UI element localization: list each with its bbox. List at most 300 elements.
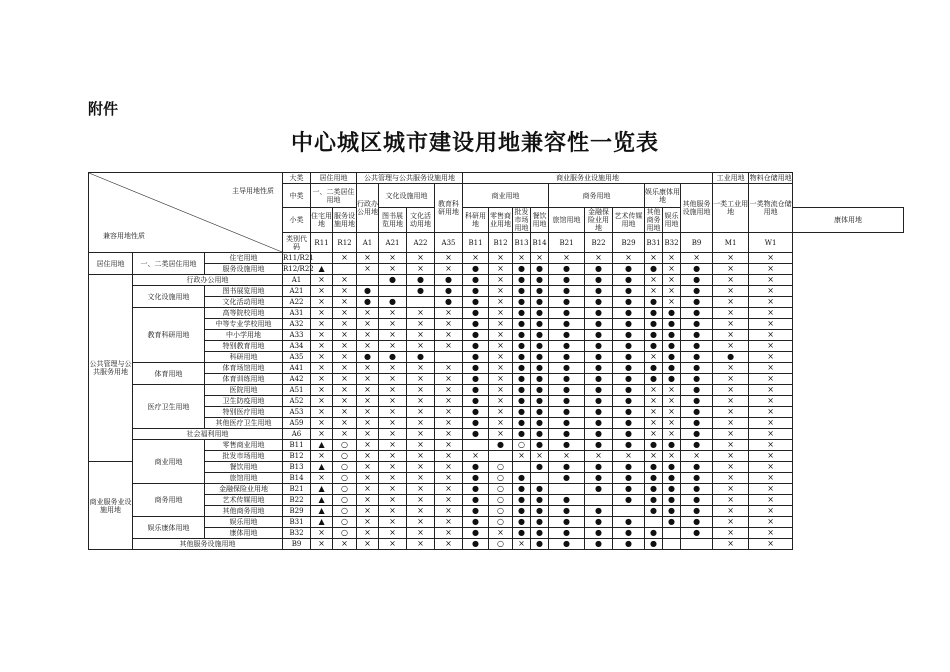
compat-cell: ● [681, 297, 713, 308]
compat-cell: ● [645, 374, 663, 385]
compat-cell: × [681, 451, 713, 462]
compat-cell: ● [585, 297, 613, 308]
page-title: 中心城区城市建设用地兼容性一览表 [290, 130, 659, 156]
compat-cell: ● [531, 297, 549, 308]
row-code: B13 [283, 462, 311, 473]
compat-cell: × [713, 264, 749, 275]
compat-cell: ▲ [311, 517, 333, 528]
compat-cell: ● [613, 374, 645, 385]
compat-cell: × [713, 473, 749, 484]
compat-cell: ● [681, 429, 713, 440]
compat-cell: × [435, 462, 463, 473]
col-code-header: B9 [681, 233, 713, 253]
compat-cell: × [713, 462, 749, 473]
compat-cell: ● [463, 528, 489, 539]
compat-cell: ● [513, 363, 531, 374]
compat-cell: ● [613, 484, 645, 495]
compat-cell: ● [585, 440, 613, 451]
compat-cell: × [435, 473, 463, 484]
table-row [89, 308, 904, 319]
compat-cell: × [713, 275, 749, 286]
compat-cell: × [489, 319, 513, 330]
table-row [89, 462, 904, 473]
compat-cell: ▲ [311, 506, 333, 517]
col-major-header: 公共管理与公共服务设施用地 [357, 173, 463, 184]
table-row [89, 385, 904, 396]
col-middle-header: 商务用地 [549, 184, 645, 208]
col-code-header: B31 [645, 233, 663, 253]
compat-cell: × [489, 341, 513, 352]
compat-cell [379, 286, 407, 297]
col-major-header: 工业用地 [713, 173, 749, 184]
compat-cell: ● [645, 473, 663, 484]
compat-cell: ● [645, 484, 663, 495]
compat-cell: ○ [333, 473, 357, 484]
col-major-header: 商业服务业设施用地 [463, 173, 713, 184]
compat-cell: × [379, 407, 407, 418]
compat-cell: × [645, 451, 663, 462]
compat-cell: ● [513, 517, 531, 528]
compat-cell: ● [513, 330, 531, 341]
compat-cell: × [379, 308, 407, 319]
compat-cell: ● [549, 418, 585, 429]
compat-cell: × [357, 506, 379, 517]
table-row [89, 275, 904, 286]
table-row [89, 539, 904, 550]
compat-cell: ● [613, 539, 645, 550]
compat-cell: × [311, 308, 333, 319]
compat-cell: ● [613, 473, 645, 484]
compat-cell: ● [549, 286, 585, 297]
compat-cell: × [357, 363, 379, 374]
compat-cell: × [713, 517, 749, 528]
col-minor-header: 娱乐用地 [663, 208, 681, 233]
compat-cell: × [463, 253, 489, 264]
compat-cell: ● [549, 352, 585, 363]
compat-cell: × [435, 396, 463, 407]
row-minor-header: 卫生防疫用地 [205, 396, 283, 407]
col-code-header: A22 [407, 233, 435, 253]
compat-cell: × [749, 319, 793, 330]
table-row [89, 484, 904, 495]
compat-cell: × [333, 253, 357, 264]
compat-cell: ● [613, 495, 645, 506]
compat-cell: × [489, 407, 513, 418]
compat-cell: ● [463, 429, 489, 440]
table-row [89, 418, 904, 429]
compat-cell: ● [645, 264, 663, 275]
compat-cell: ● [613, 517, 645, 528]
row-major-header: 商业服务业设施用地 [89, 462, 133, 550]
compat-cell: ● [681, 506, 713, 517]
compat-cell: ● [681, 264, 713, 275]
table-row [89, 396, 904, 407]
compat-cell: × [585, 253, 613, 264]
compat-cell: ● [613, 319, 645, 330]
compat-cell: ● [585, 264, 613, 275]
compat-cell: × [407, 341, 435, 352]
compat-cell: × [357, 308, 379, 319]
col-minor-header: 科研用地 [463, 208, 489, 233]
compat-cell: ● [463, 264, 489, 275]
compat-cell: × [407, 374, 435, 385]
table-row [89, 352, 904, 363]
compat-cell: ● [663, 506, 681, 517]
compat-cell: × [357, 440, 379, 451]
compat-cell: × [379, 429, 407, 440]
compat-cell: ● [513, 275, 531, 286]
compat-cell: ● [613, 286, 645, 297]
compat-cell: ● [357, 352, 379, 363]
compat-cell: × [407, 506, 435, 517]
compat-cell: ● [379, 275, 407, 286]
compat-cell: × [333, 330, 357, 341]
row-code: A41 [283, 363, 311, 374]
compat-cell: × [379, 539, 407, 550]
compat-cell: ● [463, 341, 489, 352]
table-row [89, 429, 904, 440]
compat-cell: × [379, 495, 407, 506]
col-minor-header: 其他商务用地 [646, 208, 661, 232]
compat-cell: × [379, 341, 407, 352]
compat-cell: × [333, 352, 357, 363]
row-middle-header: 体育用地 [133, 363, 205, 385]
compat-cell [549, 484, 585, 495]
compat-cell: ● [513, 506, 531, 517]
col-code-header: R11 [311, 233, 333, 253]
col-code-header: A21 [379, 233, 407, 253]
compat-cell: × [663, 396, 681, 407]
compat-cell: ▲ [311, 495, 333, 506]
compat-cell: × [645, 396, 663, 407]
compat-cell: ○ [513, 440, 531, 451]
compat-cell: × [311, 363, 333, 374]
compat-cell: × [713, 374, 749, 385]
compat-cell: × [645, 385, 663, 396]
compat-cell: ● [613, 352, 645, 363]
row-minor-header: 科研用地 [205, 352, 283, 363]
compat-cell: ● [531, 308, 549, 319]
compat-cell: ● [663, 352, 681, 363]
col-minor-header: 康体用地 [793, 208, 904, 233]
compat-cell: × [379, 506, 407, 517]
compat-cell: × [333, 407, 357, 418]
col-code-header: B29 [613, 233, 645, 253]
compat-cell: × [407, 253, 435, 264]
compat-cell: × [357, 462, 379, 473]
compat-cell: ● [513, 407, 531, 418]
compat-cell: × [407, 264, 435, 275]
compat-cell: ● [549, 528, 585, 539]
compat-cell: ● [549, 264, 585, 275]
compat-cell: × [749, 286, 793, 297]
compat-cell: × [531, 451, 549, 462]
compat-cell: × [435, 308, 463, 319]
row-code: B9 [283, 539, 311, 550]
row-code: A52 [283, 396, 311, 407]
row-code: A53 [283, 407, 311, 418]
row-minor-header: 特别医疗用地 [205, 407, 283, 418]
compat-cell: × [489, 363, 513, 374]
compat-cell: × [435, 528, 463, 539]
compat-cell: × [435, 319, 463, 330]
row-code: B22 [283, 495, 311, 506]
compat-cell: ● [463, 396, 489, 407]
table-row [89, 451, 904, 462]
col-minor-header: 零售商业用地 [489, 208, 513, 233]
row-minor-header: 图书展览用地 [205, 286, 283, 297]
col-minor-header: 住宅用地 [311, 208, 333, 233]
compat-cell: × [663, 264, 681, 275]
compat-cell: ● [681, 418, 713, 429]
row-code: A34 [283, 341, 311, 352]
compat-cell: ● [585, 275, 613, 286]
compat-cell: × [333, 429, 357, 440]
main-land-label: 主导用地性质 [232, 187, 275, 195]
compat-cell [663, 528, 681, 539]
compat-cell: × [311, 528, 333, 539]
row-minor-header: 中小学用地 [205, 330, 283, 341]
compat-cell: × [749, 253, 793, 264]
row-minor-header: 娱乐用地 [205, 517, 283, 528]
row-code: B29 [283, 506, 311, 517]
compat-cell [357, 275, 379, 286]
row-code: B12 [283, 451, 311, 462]
row-code: A35 [283, 352, 311, 363]
compat-cell: ● [549, 330, 585, 341]
compat-cell: × [357, 264, 379, 275]
col-code-header: B21 [549, 233, 585, 253]
compat-cell: ○ [489, 517, 513, 528]
row-label-code: 类别代码 [283, 233, 311, 253]
compat-cell: ● [513, 308, 531, 319]
compat-cell: ● [513, 429, 531, 440]
compat-cell: × [645, 253, 663, 264]
compat-cell: ● [613, 308, 645, 319]
compat-cell: ● [513, 374, 531, 385]
col-code-header: R12 [333, 233, 357, 253]
compat-cell: ● [463, 275, 489, 286]
compat-cell: × [645, 286, 663, 297]
corner-header [89, 173, 283, 253]
compat-cell: × [379, 528, 407, 539]
table-row [89, 517, 904, 528]
compat-cell [513, 462, 531, 473]
compat-cell: × [357, 319, 379, 330]
compat-cell: ● [663, 440, 681, 451]
compat-cell: × [357, 407, 379, 418]
compat-cell: × [333, 374, 357, 385]
compat-cell: ● [513, 528, 531, 539]
compat-cell: ● [663, 374, 681, 385]
compat-cell: ● [513, 319, 531, 330]
compat-cell: ● [379, 352, 407, 363]
compat-cell: × [407, 539, 435, 550]
compat-cell: × [357, 374, 379, 385]
compat-cell: ● [531, 363, 549, 374]
compat-cell: ● [613, 385, 645, 396]
compat-cell: × [407, 363, 435, 374]
compat-cell: ● [549, 297, 585, 308]
table-row [89, 330, 904, 341]
compat-cell: × [489, 418, 513, 429]
compat-cell: × [513, 539, 531, 550]
compat-cell: × [435, 506, 463, 517]
row-minor-header: 其他商务用地 [205, 506, 283, 517]
row-minor-header: 行政办公用地 [133, 275, 283, 286]
table-row [89, 407, 904, 418]
compat-cell: ● [357, 286, 379, 297]
compat-cell: × [379, 418, 407, 429]
compat-cell: × [663, 253, 681, 264]
compat-cell: ● [613, 297, 645, 308]
compat-cell: ● [549, 440, 585, 451]
compat-cell [311, 253, 333, 264]
compat-cell: ● [613, 429, 645, 440]
compat-cell: × [311, 418, 333, 429]
compat-cell: ● [549, 506, 585, 517]
compat-cell: × [379, 440, 407, 451]
compat-cell: ● [531, 330, 549, 341]
compat-cell: ● [463, 319, 489, 330]
compat-cell: × [749, 297, 793, 308]
row-major-header: 公共管理与公共服务用地 [89, 275, 133, 462]
compat-cell: ● [407, 352, 435, 363]
compat-cell: ▲ [311, 264, 333, 275]
compat-cell: × [513, 451, 531, 462]
compat-cell: × [333, 363, 357, 374]
compat-cell: ○ [489, 495, 513, 506]
row-minor-header: 体育场馆用地 [205, 363, 283, 374]
compat-cell: ● [463, 352, 489, 363]
compat-cell: ● [549, 374, 585, 385]
compat-cell: × [435, 363, 463, 374]
row-label-middle: 中类 [283, 184, 311, 208]
compat-cell [613, 506, 645, 517]
compat-cell: ● [531, 506, 549, 517]
compat-cell: ▲ [311, 440, 333, 451]
compat-cell: × [531, 253, 549, 264]
table-row [89, 374, 904, 385]
compat-cell: ● [531, 352, 549, 363]
compat-cell: × [435, 253, 463, 264]
compat-cell: ● [549, 539, 585, 550]
compat-cell: × [713, 308, 749, 319]
row-minor-header: 批发市场用地 [205, 451, 283, 462]
compat-cell: ● [435, 297, 463, 308]
compat-cell: × [749, 363, 793, 374]
compat-cell: × [645, 407, 663, 418]
compat-cell: × [357, 517, 379, 528]
table-row [89, 264, 904, 275]
compat-cell: × [713, 330, 749, 341]
compat-cell: ● [531, 429, 549, 440]
compat-cell: × [311, 275, 333, 286]
compat-cell: ● [663, 319, 681, 330]
compat-cell: ● [645, 539, 663, 550]
compat-cell: ● [463, 297, 489, 308]
compat-cell: × [311, 319, 333, 330]
compat-cell: ○ [489, 539, 513, 550]
compat-cell: ● [513, 385, 531, 396]
compat-cell: ● [513, 473, 531, 484]
col-code-header: A1 [357, 233, 379, 253]
compat-cell: ● [663, 308, 681, 319]
compat-cell: ● [681, 319, 713, 330]
compat-cell: × [379, 484, 407, 495]
compat-cell: ● [463, 517, 489, 528]
compat-cell: × [713, 528, 749, 539]
row-middle-header: 商业用地 [133, 440, 205, 484]
compat-cell: ● [549, 385, 585, 396]
compat-cell: ○ [333, 462, 357, 473]
compat-cell: × [357, 341, 379, 352]
compat-cell: × [749, 374, 793, 385]
compat-cell: × [407, 308, 435, 319]
compat-cell: ● [463, 330, 489, 341]
compat-cell: × [435, 264, 463, 275]
compat-cell: × [663, 275, 681, 286]
compat-cell [681, 539, 713, 550]
table-row [89, 173, 904, 184]
compat-cell: ● [463, 495, 489, 506]
compat-cell: × [645, 418, 663, 429]
compat-cell: ● [435, 286, 463, 297]
compat-cell: ● [645, 506, 663, 517]
compat-cell: ● [663, 462, 681, 473]
row-code: A32 [283, 319, 311, 330]
row-minor-header: 体育训练用地 [205, 374, 283, 385]
row-middle-header: 商务用地 [133, 484, 205, 517]
compat-cell: × [489, 352, 513, 363]
compat-cell: × [407, 495, 435, 506]
compat-cell: ● [681, 484, 713, 495]
compat-cell: × [749, 506, 793, 517]
compat-cell [585, 495, 613, 506]
compat-cell: ● [513, 495, 531, 506]
compat-cell [407, 297, 435, 308]
compat-cell: ● [357, 297, 379, 308]
compat-cell: × [311, 330, 333, 341]
compat-cell: × [407, 429, 435, 440]
compat-cell: × [311, 451, 333, 462]
compat-cell: ● [681, 374, 713, 385]
compat-cell: × [435, 495, 463, 506]
compat-cell: × [749, 418, 793, 429]
compat-cell: × [645, 275, 663, 286]
compat-cell: ● [585, 396, 613, 407]
compat-cell: ● [463, 385, 489, 396]
row-code: R12/R22 [283, 265, 314, 273]
compat-cell: ● [681, 286, 713, 297]
compat-cell: ● [681, 352, 713, 363]
compat-cell: ● [513, 286, 531, 297]
compat-cell: ● [645, 462, 663, 473]
compat-cell: × [407, 462, 435, 473]
compat-cell: × [749, 462, 793, 473]
compat-cell: × [333, 341, 357, 352]
table-row [89, 495, 904, 506]
row-middle-header: 医疗卫生用地 [133, 385, 205, 429]
compat-cell: × [311, 396, 333, 407]
compat-cell: ● [585, 363, 613, 374]
compat-cell: ● [463, 473, 489, 484]
row-major-header: 居住用地 [89, 253, 133, 275]
compat-cell: × [379, 462, 407, 473]
row-middle-header: 娱乐康体用地 [133, 517, 205, 539]
compat-cell: × [379, 253, 407, 264]
row-code: B32 [283, 528, 311, 539]
